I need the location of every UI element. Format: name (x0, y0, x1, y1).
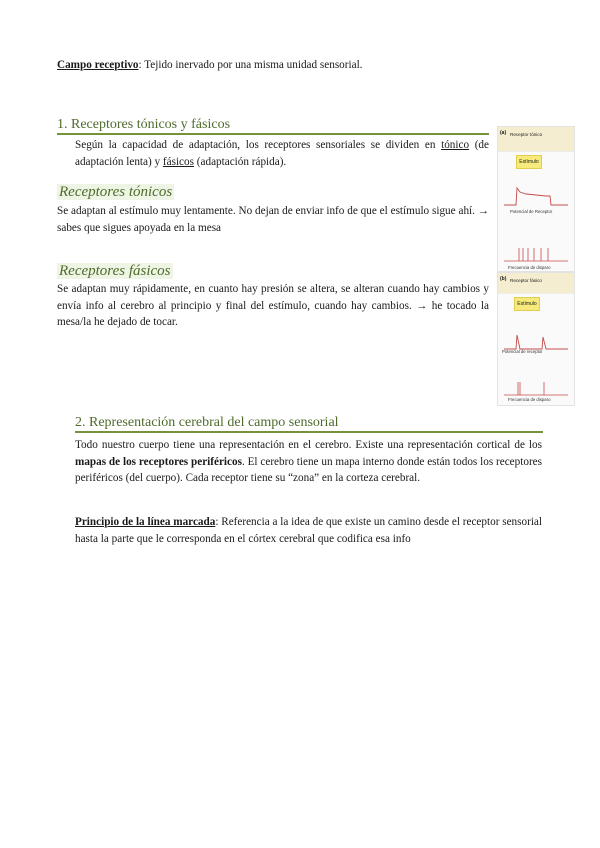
figure-tag-b: (b) (500, 276, 507, 282)
tonic-potential-label: Potencial de Receptor (510, 209, 553, 214)
tonic-potential-trace (502, 183, 570, 207)
section2-paragraph1: Todo nuestro cuerpo tiene una representación en el cerebro. Existe una representación cortical de los mapas de los receptores periféricos. El cerebro tiene un mapa interno donde están todos los receptores periféricos (del cuerpo). Cada receptor tiene su “zona” en la corteza cerebral. (75, 439, 542, 484)
tonicos-heading: Receptores tónicos (59, 184, 173, 200)
fasicos-term: fásicos (162, 155, 194, 168)
tonic-frequency-label: Frecuencia de disparo (508, 265, 551, 270)
section1-paragraph: Según la capacidad de adaptación, los receptores sensoriales se dividen en tónico (de adaptación lenta) y fásicos (adaptación rápida). (75, 139, 489, 168)
fasicos-heading: Receptores fásicos (59, 263, 171, 279)
linea-marcada-term: Principio de la línea marcada (75, 516, 216, 528)
tonic-receptor-figure (497, 126, 575, 272)
mapas-bold: mapas de los receptores periféricos (75, 455, 242, 468)
section1-heading: 1. Receptores tónicos y fásicos (57, 117, 231, 132)
phasic-stimulus-box: Estímulo (514, 297, 540, 311)
tonico-term: tónico (441, 139, 470, 151)
phasic-receptor-figure (497, 272, 575, 406)
phasic-figure-title: Receptor fásico (510, 278, 542, 283)
section2-paragraph2: Principio de la línea marcada: Referencia a la idea de que existe un camino desde el receptor sensorial hasta la parte que le corresponda en el córtex cerebral que codifica esa info (75, 516, 542, 545)
section2-heading: 2. Representación cerebral del campo sensorial (75, 415, 339, 430)
intro-definition: : Tejido inervado por una misma unidad sensorial. (138, 59, 363, 71)
phasic-potential-label: Potencial de receptor (502, 349, 543, 354)
section2-rule (75, 431, 543, 433)
section1-rule (57, 133, 489, 135)
tonic-stimulus-box: Estímulo (516, 155, 542, 169)
fasicos-text: Se adaptan muy rápidamente, en cuanto hay presión se altera, se alteran cuando hay cambios y envía info al cerebro al principio y final del estímulo, cuando hay cambios. → he tocado la mesa/la he dejado de tocar. (57, 283, 489, 328)
figure-tag-a: (a) (500, 130, 507, 136)
tonicos-text: Se adaptan al estímulo muy lentamente. No dejan de enviar info de que el estímulo sigue ahí. → sabes que sigues apoyada en la mesa (57, 205, 489, 234)
intro-line (57, 57, 497, 74)
phasic-spike-train (502, 379, 570, 397)
phasic-potential-trace (502, 329, 570, 351)
tonic-spike-train (502, 245, 570, 263)
phasic-frequency-label: Frecuencia de disparo (508, 397, 551, 402)
intro-term: Campo receptivo (57, 59, 139, 71)
tonic-figure-title: Receptor tónico (510, 132, 543, 137)
